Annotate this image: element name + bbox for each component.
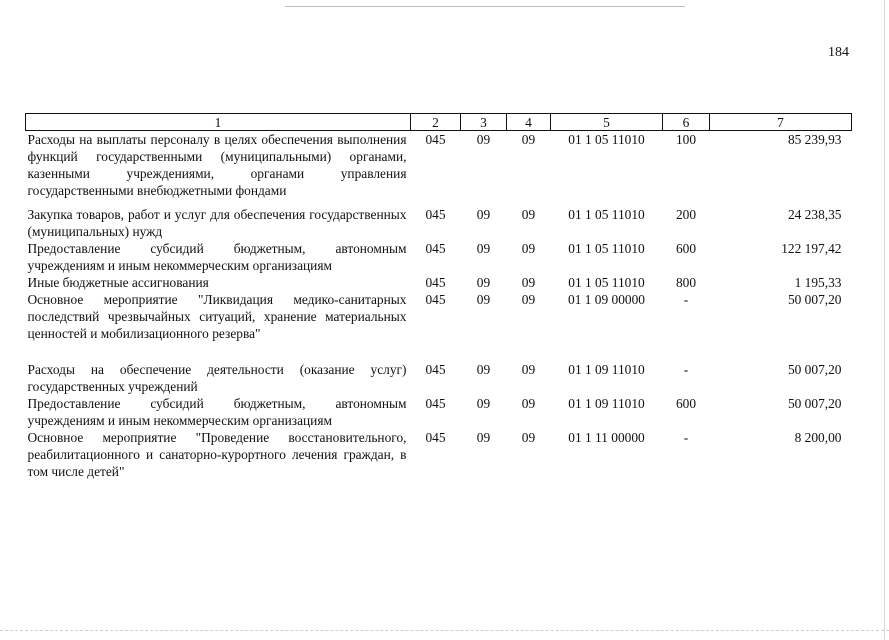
row-name: Расходы на обеспечение деятельности (оказание услуг) государственных учреждений xyxy=(27,362,407,394)
column-header-3: 3 xyxy=(461,114,507,131)
row-section-code: 09 xyxy=(476,207,491,222)
budget-table xyxy=(25,113,852,480)
row-expense-type-code: - xyxy=(683,292,689,307)
row-amount: 122 197,42 xyxy=(781,241,842,256)
row-ministry-code: 045 xyxy=(425,207,446,222)
row-target-code: 01 1 09 11010 xyxy=(568,396,645,411)
row-section-code: 09 xyxy=(476,275,491,290)
row-name: Основное мероприятие "Проведение восстановительного, реабилитационного и санаторно-курортного лечения граждан, в том числе детей" xyxy=(27,430,407,479)
row-subsection-code: 09 xyxy=(521,396,536,411)
row-ministry-code: 045 xyxy=(425,275,446,290)
row-ministry-code: 045 xyxy=(425,241,446,256)
row-section-code: 09 xyxy=(476,241,491,256)
row-target-code: 01 1 11 00000 xyxy=(568,430,645,445)
row-name: Предоставление субсидий бюджетным, автономным учреждениям и иным некоммерческим организациям xyxy=(27,396,407,428)
row-ministry-code: 045 xyxy=(425,292,446,307)
column-header-4: 4 xyxy=(507,114,551,131)
table-row xyxy=(26,395,852,429)
table-row xyxy=(26,429,852,480)
row-amount: 1 195,33 xyxy=(794,275,842,290)
row-expense-type-code: - xyxy=(683,430,689,445)
column-header-2: 2 xyxy=(411,114,461,131)
row-target-code: 01 1 05 11010 xyxy=(568,132,645,147)
row-name: Основное мероприятие "Ликвидация медико-санитарных последствий чрезвычайных ситуаций, хранение материальных ценностей и мобилизационного резерва" xyxy=(27,292,407,341)
table-row xyxy=(26,240,852,274)
row-amount: 50 007,20 xyxy=(787,362,842,377)
row-expense-type-code: 100 xyxy=(675,132,697,147)
row-section-code: 09 xyxy=(476,292,491,307)
row-name: Предоставление субсидий бюджетным, автономным учреждениям и иным некоммерческим организациям xyxy=(27,241,407,273)
row-section-code: 09 xyxy=(476,132,491,147)
table-row xyxy=(26,206,852,240)
row-amount: 50 007,20 xyxy=(787,292,842,307)
row-expense-type-code: 600 xyxy=(675,241,697,256)
row-expense-type-code: 800 xyxy=(675,275,697,290)
row-amount: 8 200,00 xyxy=(794,430,842,445)
table-row xyxy=(26,131,852,207)
row-target-code: 01 1 05 11010 xyxy=(568,207,645,222)
row-ministry-code: 045 xyxy=(425,430,446,445)
scan-artifact-right-edge xyxy=(884,0,885,640)
page-number: 184 xyxy=(828,45,849,60)
row-target-code: 01 1 05 11010 xyxy=(568,275,645,290)
row-section-code: 09 xyxy=(476,396,491,411)
table-header-row xyxy=(26,114,852,131)
row-subsection-code: 09 xyxy=(521,207,536,222)
table-row xyxy=(26,291,852,361)
row-section-code: 09 xyxy=(476,362,491,377)
row-subsection-code: 09 xyxy=(521,132,536,147)
column-header-1: 1 xyxy=(26,114,411,131)
row-subsection-code: 09 xyxy=(521,362,536,377)
row-subsection-code: 09 xyxy=(521,241,536,256)
row-ministry-code: 045 xyxy=(425,132,446,147)
row-ministry-code: 045 xyxy=(425,362,446,377)
column-header-7: 7 xyxy=(710,114,852,131)
row-target-code: 01 1 05 11010 xyxy=(568,241,645,256)
column-header-6: 6 xyxy=(663,114,710,131)
row-ministry-code: 045 xyxy=(425,396,446,411)
row-name: Расходы на выплаты персоналу в целях обеспечения выполнения функций государственными (муниципальными) органами, казенными учреждениями, органами управления государственными внебюджетными фондами xyxy=(27,132,407,198)
row-amount: 50 007,20 xyxy=(787,396,842,411)
row-expense-type-code: 200 xyxy=(675,207,697,222)
row-expense-type-code: - xyxy=(683,362,689,377)
row-subsection-code: 09 xyxy=(521,430,536,445)
row-name: Иные бюджетные ассигнования xyxy=(27,275,209,290)
row-subsection-code: 09 xyxy=(521,292,536,307)
row-amount: 85 239,93 xyxy=(787,132,842,147)
row-amount: 24 238,35 xyxy=(787,207,842,222)
table-row xyxy=(26,361,852,395)
row-name: Закупка товаров, работ и услуг для обеспечения государственных (муниципальных) нужд xyxy=(27,207,407,239)
row-expense-type-code: 600 xyxy=(675,396,697,411)
row-target-code: 01 1 09 11010 xyxy=(568,362,645,377)
table-row xyxy=(26,274,852,291)
scan-artifact-top-line xyxy=(285,6,685,7)
column-header-5: 5 xyxy=(551,114,663,131)
row-target-code: 01 1 09 00000 xyxy=(568,292,645,307)
row-section-code: 09 xyxy=(476,430,491,445)
row-subsection-code: 09 xyxy=(521,275,536,290)
scan-artifact-bottom-line xyxy=(0,630,889,631)
